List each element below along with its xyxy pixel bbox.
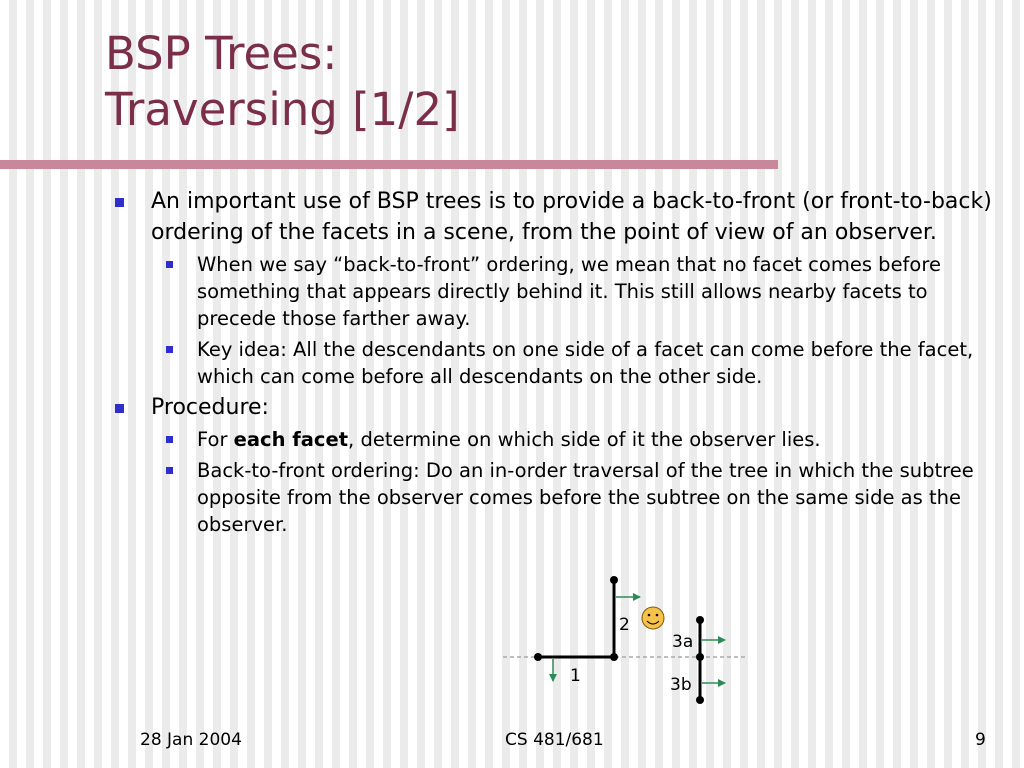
footer-page-number: 9 bbox=[975, 730, 986, 750]
square-bullet-icon bbox=[166, 467, 173, 474]
sub-bullet-text-post: , determine on which side of it the observer lies. bbox=[348, 428, 821, 451]
square-bullet-icon bbox=[115, 198, 124, 207]
title-underline bbox=[0, 160, 778, 169]
square-bullet-icon bbox=[166, 261, 173, 268]
facet-endpoint bbox=[696, 696, 704, 704]
facet-endpoint bbox=[696, 616, 704, 624]
bullet-list bbox=[112, 184, 1007, 538]
bullet-item bbox=[112, 186, 1007, 248]
sub-bullet-item bbox=[112, 251, 1007, 332]
sub-bullet-item bbox=[112, 426, 1007, 453]
facet-1-label: 1 bbox=[570, 666, 581, 686]
sub-bullet-item bbox=[112, 336, 1007, 390]
facet-3a-label: 3a bbox=[672, 632, 694, 652]
facet-endpoint bbox=[534, 653, 542, 661]
slide-title bbox=[105, 26, 460, 138]
square-bullet-icon bbox=[166, 436, 173, 443]
sub-bullet-text: When we say “back-to-front” ordering, we mean that no facet comes before something that appears directly behind it. This still allows nearby facets to precede those farther away. bbox=[197, 253, 941, 330]
square-bullet-icon bbox=[115, 404, 124, 413]
facet-2-label: 2 bbox=[619, 615, 630, 635]
sub-bullet-text: Key idea: All the descendants on one side of a facet can come before the facet, which can come before all descendants on the other side. bbox=[197, 338, 974, 388]
title-line-2: Traversing [1/2] bbox=[105, 83, 460, 136]
footer-date: 28 Jan 2004 bbox=[140, 730, 242, 750]
facet-3b-label: 3b bbox=[670, 675, 692, 695]
square-bullet-icon bbox=[166, 346, 173, 353]
bullet-text: Procedure: bbox=[151, 395, 269, 420]
facet-endpoint bbox=[610, 576, 618, 584]
footer-course: CS 481/681 bbox=[505, 730, 604, 750]
sub-bullet-item bbox=[112, 457, 1007, 538]
sub-bullet-text-pre: For bbox=[197, 428, 234, 451]
smiley-face-icon bbox=[642, 607, 664, 629]
facet-endpoint bbox=[696, 653, 704, 661]
sub-bullet-text: Back-to-front ordering: Do an in-order traversal of the tree in which the subtree opposite from the observer comes before the subtree on the same side as the observer. bbox=[197, 459, 974, 536]
title-line-1: BSP Trees: bbox=[105, 27, 338, 80]
bullet-text: An important use of BSP trees is to provide a back-to-front (or front-to-back) ordering of the facets in a scene, from the point of view of an observer. bbox=[151, 189, 992, 245]
bsp-diagram bbox=[495, 570, 755, 710]
emphasis-text: each facet bbox=[233, 428, 349, 451]
bullet-item bbox=[112, 392, 1007, 423]
